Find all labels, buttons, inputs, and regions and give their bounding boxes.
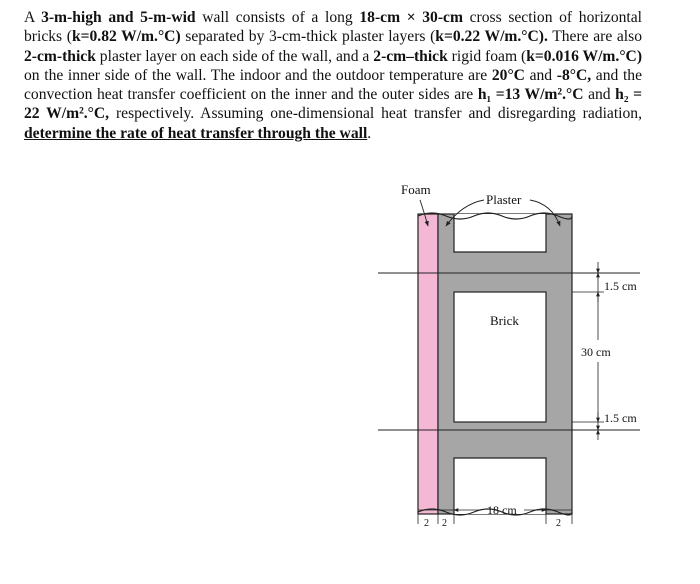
foam-thickness: 2-cm–thick	[373, 47, 448, 65]
foam-layer	[418, 214, 438, 514]
top-dimension-label: 1.5 cm	[604, 279, 637, 293]
text-segment: separated by 3-cm-thick plaster layers (	[180, 28, 436, 46]
outdoor-temperature: -8°C,	[556, 66, 592, 84]
bottom-dimension-label: 1.5 cm	[604, 411, 637, 425]
text-segment: and	[524, 66, 557, 84]
text-segment: A	[24, 9, 42, 26]
text-segment: wall consists of a long	[195, 9, 360, 26]
foam-label: Foam	[401, 182, 431, 197]
outer-convection-coefficient: h₂ = 22 W/m².°C,	[24, 86, 642, 123]
task-statement: determine the rate of heat transfer through the wall	[24, 124, 368, 142]
brick-conductivity: k=0.82 W/m.°C)	[71, 28, 181, 46]
text-segment: .	[367, 124, 372, 142]
plaster-thickness-right-label: 2	[556, 518, 561, 529]
text-segment: plaster layer on each side of the wall, and a	[95, 47, 374, 65]
brick-middle	[454, 292, 546, 422]
brick-top	[454, 214, 546, 252]
brick-label: Brick	[490, 313, 519, 328]
text-segment: on the inner side of the wall. The indoor and the outdoor temperature are	[24, 66, 492, 84]
text-segment: and	[583, 86, 616, 104]
wall-dimensions: 3-m-high and 5-m-wid	[41, 9, 196, 26]
brick-cross-section: 18-cm × 30-cm	[359, 9, 463, 26]
indoor-temperature: 20°C	[491, 66, 525, 84]
plaster-thickness: 2-cm-thick	[24, 47, 96, 65]
plaster-conductivity: k=0.22 W/m.°C).	[435, 28, 548, 46]
text-segment: respectively. Assuming one-dimensional heat transfer and disregarding radiation,	[109, 105, 642, 123]
foam-thickness-label: 2	[424, 518, 429, 529]
plaster-label: Plaster	[486, 192, 522, 207]
width-dimension-label: 18 cm	[487, 503, 517, 517]
inner-convection-coefficient: h₁ =13 W/m².°C	[477, 86, 584, 104]
height-dimension-label: 30 cm	[581, 345, 611, 359]
text-segment: and the convection heat transfer coefficient on the inner and the outer sides are	[24, 66, 642, 104]
foam-conductivity: k=0.016 W/m.°C)	[526, 47, 643, 65]
plaster-thickness-label: 2	[442, 518, 447, 529]
text-segment: There are also	[547, 28, 643, 46]
text-segment: cross section of horizontal bricks (	[24, 9, 642, 46]
text-segment: rigid foam (	[447, 47, 527, 65]
